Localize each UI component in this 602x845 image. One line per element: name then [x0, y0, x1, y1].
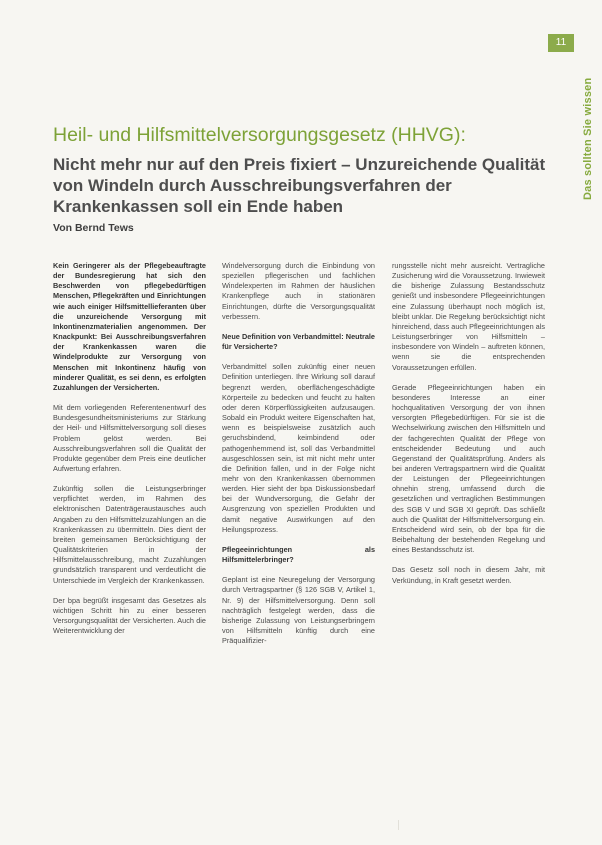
- paragraph: Verbandmittel sollen zukünftig einer neuen Definition unterliegen. Ihre Wirkung soll darauf begrenzt werden, oberflächengeschädigte Körperteile zu bedecken und feucht zu halten oder deren Körperflüssigkeiten aufzusaugen. Sobald ein Produkt weitere Eigenschaften hat, wenn es beispielsweise zusätzlich auch geruchsbindend, keimbindend oder pathogenhemmend ist, soll das Verbandmittel ausgeschlossen sein, ist mit nicht mehr unter die Definition fallen, und in der Folge nicht mehr von den Krankenkassen übernommen werden. Hier sieht der bpa Diskussionsbedarf bei der Wundversorgung, die Gefahr der Ausgrenzung von speziellen Produkten und damit negative Auswirkungen auf den Heilungsprozess.: [222, 362, 375, 534]
- paragraph: Mit dem vorliegenden Referentenentwurf des Bundesgesundheitsministeriums zur Stärkung der Heil- und Hilfsmittelversorgung soll dieses Problem gelöst werden. Bei Ausschreibungsverfahren soll die Qualität der Produkte gegenüber dem Preis eine deutlicher Aufwertung erfahren.: [53, 403, 206, 473]
- article-title: Heil- und Hilfsmittelversorgungsgesetz (HHVG):: [53, 124, 466, 146]
- lead-paragraph: Kein Geringerer als der Pflegebeauftragte der Bundesregierung hat sich den Beschwerden von pflegebedürftigen Menschen, Pflegekräften und Einrichtungen wie auch einiger Hilfsmittellieferanten über die unzureichende Versorgung mit Inkontinenzmaterialien angenommen. Der Knackpunkt: Bei Ausschreibungsverfahren der Krankenkassen waren die Windelprodukte zur Versorgung von Menschen mit Inkontinenz häufig von minderer Qualität, es sei denn, es erfolgten Zuzahlungen der Versicherten.: [53, 261, 206, 392]
- article-author: Von Bernd Tews: [53, 222, 134, 234]
- article-subtitle: Nicht mehr nur auf den Preis fixiert – Unzureichende Qualität von Windeln durch Ausschreibungsverfahren der Krankenkassen soll ein Ende haben: [53, 155, 546, 216]
- paragraph: Geplant ist eine Neuregelung der Versorgung durch Vertragspartner (§ 126 SGB V, Artikel 1, Nr. 9) der Hilfsmittelversorgung. Denn soll nachträglich festgelegt werden, dass die bisherige Zulassung von Leistungserbringern von Hilfsmitteln künftig durch eine Präqualifizier-: [222, 575, 375, 646]
- page-number: 11: [548, 34, 574, 52]
- text-column-1: [53, 261, 206, 646]
- paragraph: Zukünftig sollen die Leistungserbringer verpflichtet werden, im Rahmen des elektronischen Datenträgeraustausches auch Angaben zu den Hilfsmittelzuzahlungen an die Krankenkassen zu übermitteln. Dies dient der breiten gemeinsamen Berücksichtigung der Qualitätskriterien in der Hilfsmittelausschreibung, macht Zuzahlungen grundsätzlich transparent und verdeutlicht die Unterschiede im Vergleich der Krankenkassen.: [53, 484, 206, 585]
- paragraph: Windelversorgung durch die Einbindung von speziellen pflegerischen und fachlichen Windelexperten im Rahmen der häuslichen Krankenpflege auch in stationären Einrichtungen, dürfte die Versorgungsqualität verbessern.: [222, 261, 375, 321]
- text-column-3: [392, 261, 545, 596]
- text-column-2: [222, 261, 375, 656]
- section-label: Das sollten Sie wissen: [582, 77, 594, 200]
- subheading: Pflegeeinrichtungen als Hilfsmittelerbringer?: [222, 544, 375, 565]
- paragraph: Gerade Pflegeeinrichtungen haben ein besonderes Interesse an einer hochqualitativen Versorgung der von ihnen versorgten Pflegebedürftigen. Für sie ist die Wechselwirkung zwischen den Hilfsmitteln und der fachgerechten Qualität der Pflege von entscheidender Bedeutung und auch Gegenstand der Qualitätsprüfung. Anders als bei anderen Vertragspartnern wird die Qualität der Leistungen der Pflegeeinrichtungen ohnehin streng, umfassend durch die gesetzlichen und vertraglichen Bestimmungen des SGB V und SGB XI geprüft. Das schließt auch die Qualität der Hilfsmittelversorgung ein. Entscheidend wird sein, ob der bpa für die Beibehaltung der bestehenden Regelung und eines Bestandsschutz ist.: [392, 382, 545, 555]
- fold-mark: [398, 820, 405, 830]
- subheading: Neue Definition von Verbandmittel: Neutrale für Versicherte?: [222, 331, 375, 352]
- paragraph: rungsstelle nicht mehr ausreicht. Vertragliche Zusicherung wird die Voraussetzung. Inwieweit die bisherige Zulassung Bestandsschutz genießt und insbesondere Pflegeeinrichtungen eine Zulassung überhaupt noch möglich ist, bleibt unklar. Die Regelung berücksichtigt nicht hinreichend, dass auch Pflegeeinrichtungen als Leistungserbringer von Hilfsmitteln – insbesondere von Windeln – auftreten können, wenn sie die entsprechenden Voraussetzungen erfüllen.: [392, 261, 545, 372]
- paragraph: Das Gesetz soll noch in diesem Jahr, mit Verkündung, in Kraft gesetzt werden.: [392, 565, 545, 585]
- paragraph: Der bpa begrüßt insgesamt das Gesetzes als wichtigen Schritt hin zu einer besseren Versorgungsqualität der Versicherten. Auch die Weiterentwicklung der: [53, 595, 206, 636]
